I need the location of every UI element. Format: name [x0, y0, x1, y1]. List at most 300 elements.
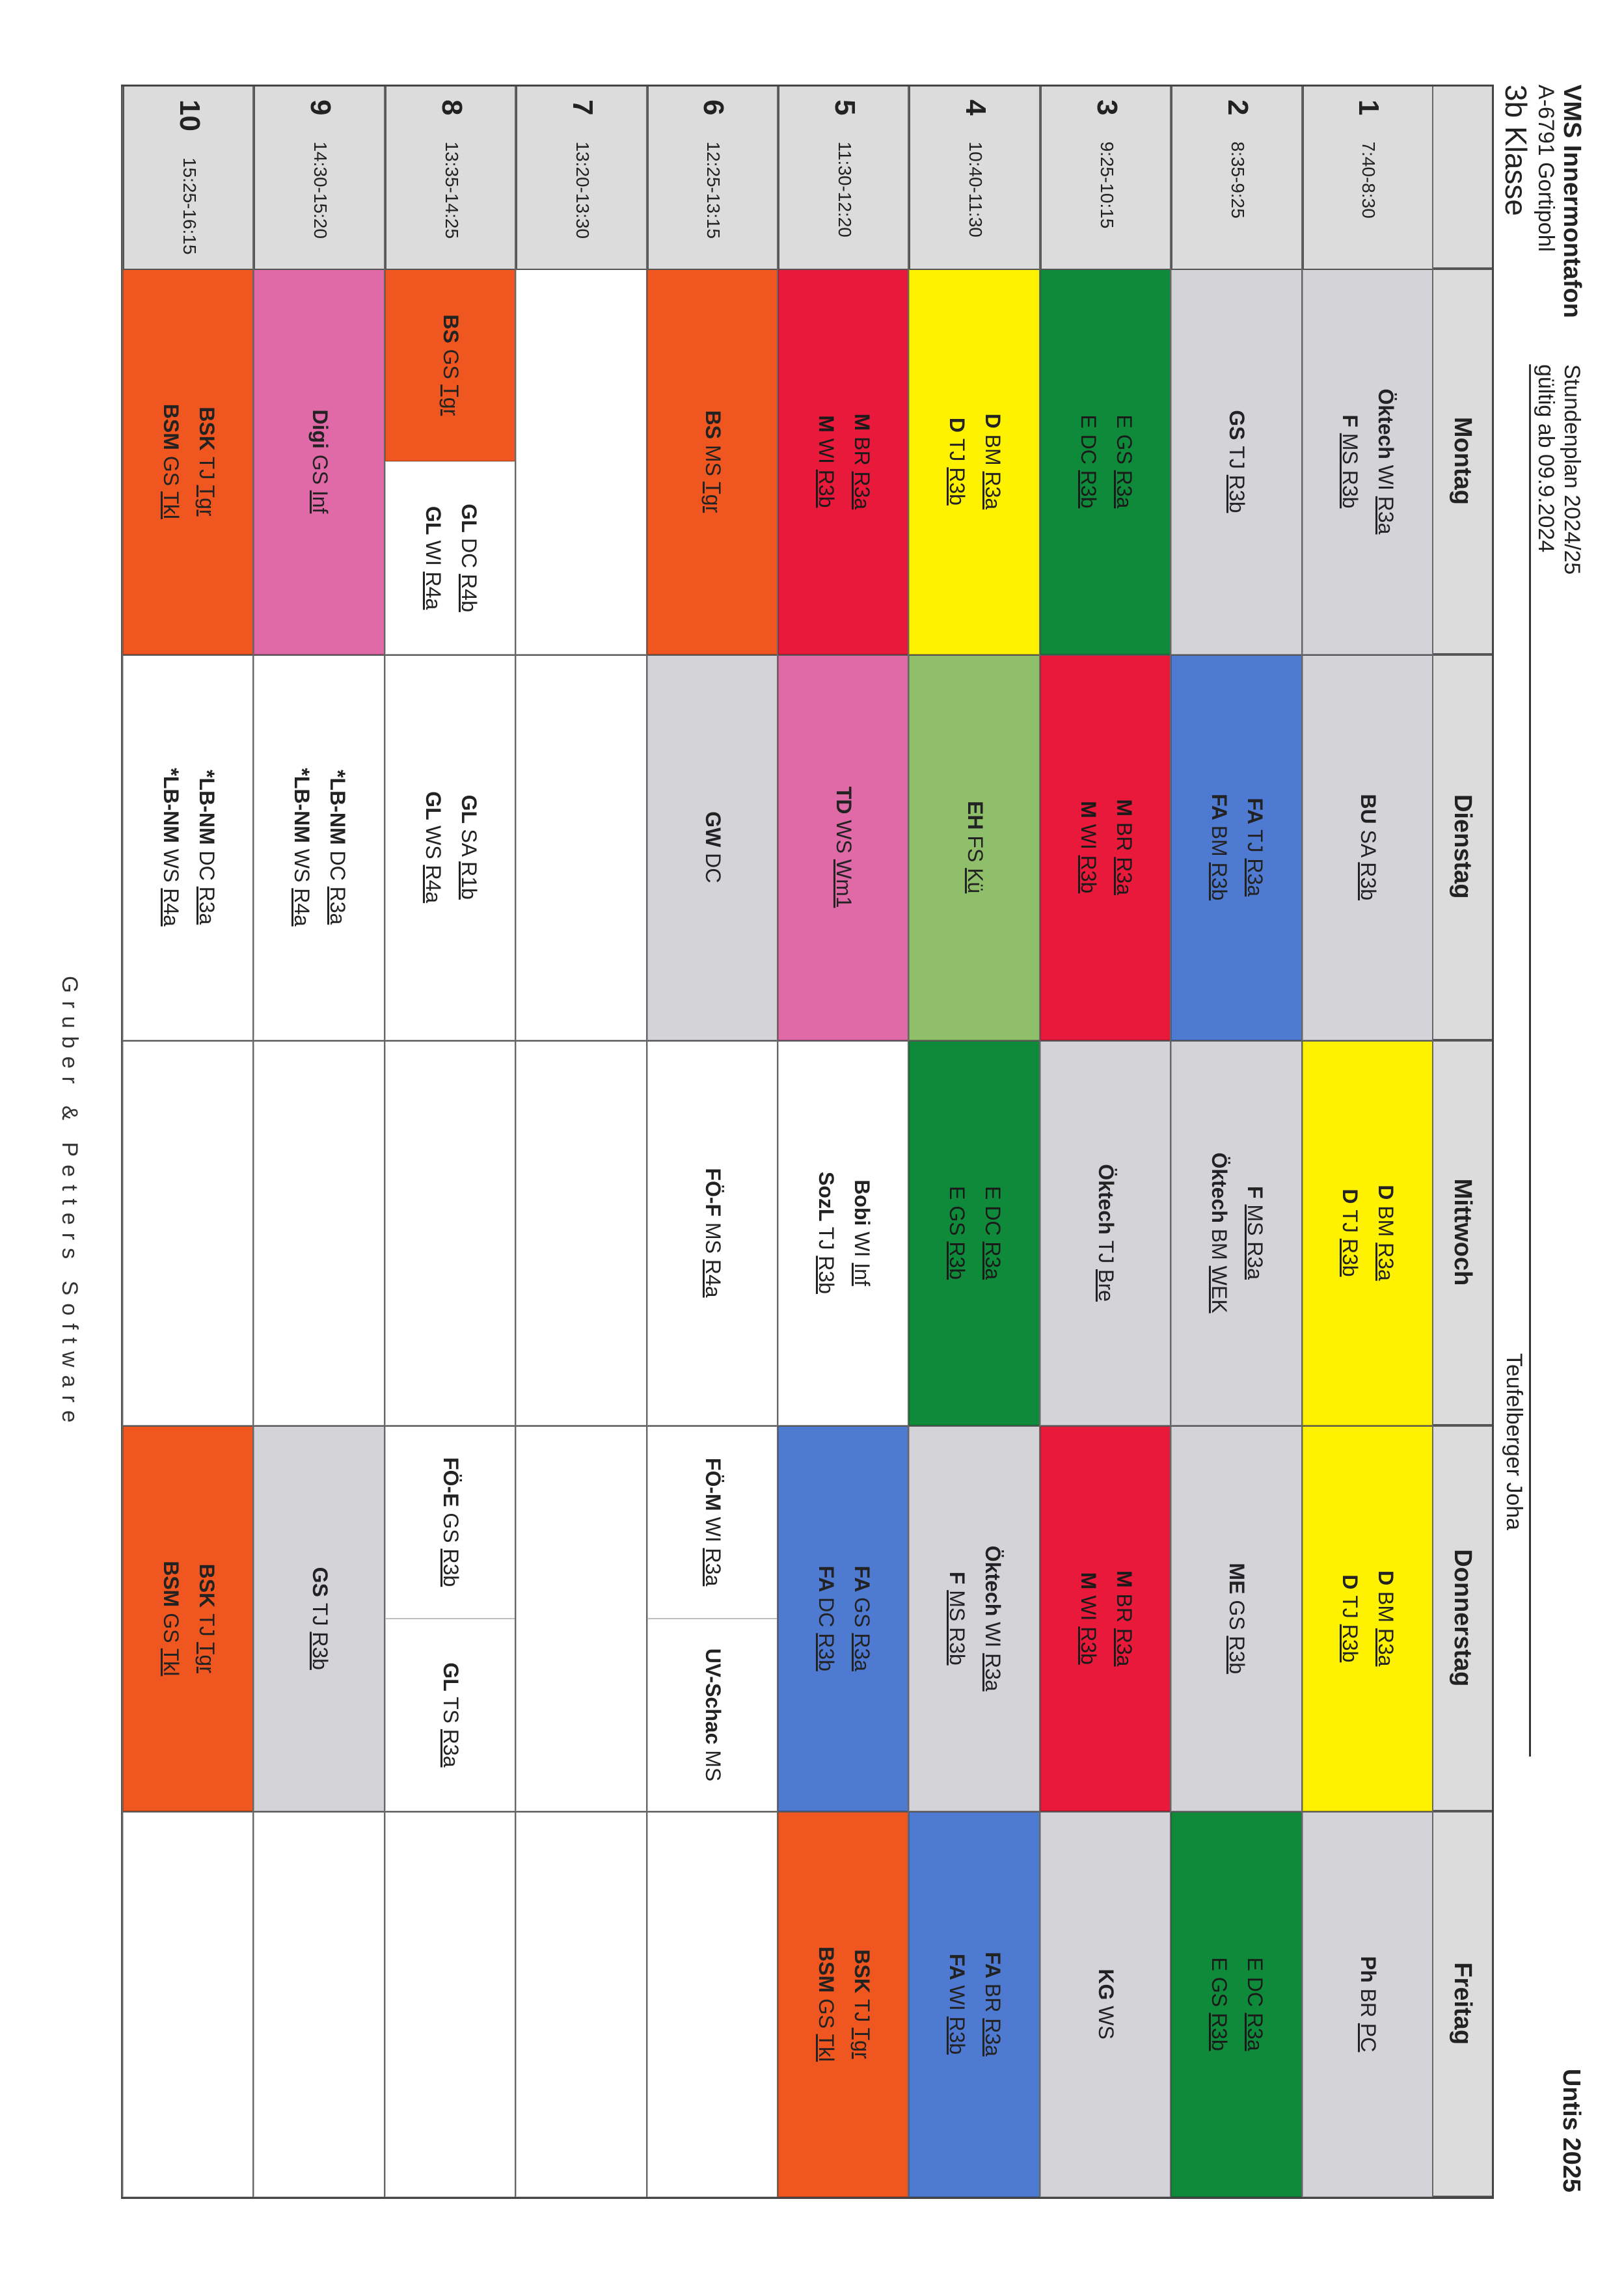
day-header: Donnerstag: [1433, 1425, 1492, 1811]
lesson-subject: D: [1338, 1574, 1362, 1596]
lesson-room: R3a: [850, 1633, 874, 1671]
lesson-room: R3a: [326, 886, 350, 925]
lesson-room: WEK: [1207, 1265, 1231, 1313]
lesson-teacher: BM: [981, 434, 1005, 472]
period-header: [1040, 87, 1171, 269]
lesson-subject: BSM: [814, 1946, 838, 1999]
lesson-teacher: DC: [195, 850, 219, 887]
lesson-cell: [778, 1425, 909, 1811]
lesson-line: [1225, 410, 1249, 513]
lesson-room: Tgr: [701, 481, 725, 513]
lesson-room: R3b: [814, 1633, 838, 1671]
period-number: 7: [566, 100, 599, 116]
lesson-teacher: GS: [308, 454, 332, 491]
lesson-line: [981, 1186, 1005, 1280]
lesson-teacher: MS: [701, 444, 725, 482]
lesson-line: [1076, 801, 1100, 893]
lesson-room: R1b: [457, 861, 481, 900]
grid-corner: [1433, 87, 1492, 269]
lesson-cell: [516, 269, 647, 654]
lesson-subject: M: [1112, 1570, 1136, 1594]
lesson-line: [850, 1566, 874, 1671]
period-header: [909, 87, 1040, 269]
lesson-cell: [1303, 1425, 1433, 1811]
period-time: 7:40-8:30: [1359, 141, 1379, 219]
lesson-subject: BS: [439, 314, 463, 349]
lesson-line: [814, 1172, 838, 1294]
grid-hline: [384, 87, 385, 2197]
lesson-cell: [385, 461, 516, 654]
lesson-line: [701, 1649, 725, 1782]
period-number: 5: [828, 100, 861, 116]
lesson-cell: [254, 1040, 385, 1426]
lesson-room: R3a: [981, 2018, 1005, 2056]
lesson-cell: [647, 1425, 778, 1618]
lesson-teacher: BM: [1374, 1206, 1398, 1243]
lesson-line: [1374, 388, 1398, 534]
lesson-line: [832, 787, 856, 908]
grid-hline: [777, 87, 778, 2197]
period-time: 11:30-12:20: [834, 141, 855, 237]
lesson-line: [421, 791, 445, 903]
lesson-cell: [385, 1619, 516, 1811]
period-number: 10: [173, 100, 206, 131]
lesson-room: R3b: [945, 1241, 969, 1280]
lesson-room: Tgr: [850, 2027, 874, 2059]
lesson-room: Tgr: [195, 1641, 219, 1673]
lesson-room: R3b: [814, 469, 838, 508]
lesson-cell: [778, 1811, 909, 2197]
lesson-room: R3b: [1207, 2012, 1231, 2051]
lesson-teacher: TJ: [308, 1602, 332, 1632]
lesson-line: [1338, 1574, 1362, 1662]
lesson-teacher: MS: [701, 1750, 725, 1782]
lesson-subject: GL: [421, 505, 445, 541]
lesson-cell: [385, 654, 516, 1040]
lesson-teacher: BR: [1112, 822, 1136, 857]
lesson-line: [1374, 1570, 1398, 1667]
lesson-teacher: WS: [421, 826, 445, 865]
grid-vline: [123, 1425, 1492, 1427]
period-time: 12:25-13:15: [703, 141, 724, 239]
period-time: 14:30-15:20: [310, 141, 331, 239]
grid-hline: [1432, 87, 1433, 2197]
lesson-line: [981, 1952, 1005, 2056]
lesson-teacher: MS: [701, 1222, 725, 1260]
lesson-subject: TD: [832, 786, 856, 820]
lesson-room: Inf: [850, 1263, 874, 1286]
lesson-cell: [385, 1425, 516, 1618]
lesson-room: R3a: [1243, 2012, 1267, 2051]
lesson-line: [1243, 1186, 1267, 1280]
lesson-room: R3b: [945, 2016, 969, 2055]
lesson-teacher: DC: [457, 538, 481, 574]
lesson-line: [1207, 1958, 1231, 2051]
lesson-teacher: DC: [701, 853, 725, 883]
school-address: A-6791 Gortipohl: [1534, 85, 1558, 252]
timetable-grid: [121, 85, 1494, 2199]
lesson-cell: [909, 1040, 1040, 1426]
lesson-teacher: WI: [421, 540, 445, 572]
lesson-line: [159, 768, 183, 926]
lesson-cell: [516, 1425, 647, 1811]
period-time: 10:40-11:30: [966, 141, 986, 237]
lesson-room: R4a: [421, 571, 445, 610]
lesson-room: MS R3b: [1338, 433, 1362, 509]
lesson-subject: FA: [814, 1565, 838, 1598]
lesson-cell: [385, 269, 516, 461]
lesson-subject: KG: [1094, 1969, 1118, 2006]
lesson-cell: [909, 269, 1040, 654]
lesson-room: R4a: [290, 888, 314, 926]
lesson-cell: [647, 654, 778, 1040]
lesson-teacher: E DC: [1243, 1957, 1267, 2013]
lesson-teacher: E GS: [1112, 414, 1136, 470]
lesson-cell: [1171, 1811, 1302, 2197]
lesson-cell: [647, 1811, 778, 2197]
lesson-line: [1338, 1189, 1362, 1276]
teacher-name: Teufelberger Joha: [1502, 1353, 1526, 1531]
lesson-cell: [1171, 1040, 1302, 1426]
lesson-cell: [778, 654, 909, 1040]
lesson-subject: F: [945, 1571, 969, 1591]
lesson-room: Tgr: [439, 384, 463, 416]
lesson-teacher: GS: [850, 1597, 874, 1634]
lesson-room: Tkl: [159, 1648, 183, 1677]
header-left: [1499, 85, 1585, 318]
lesson-subject: FA: [1207, 794, 1231, 826]
period-time: 15:25-16:15: [179, 157, 200, 255]
period-time: 8:35-9:25: [1227, 141, 1248, 219]
lesson-room: R3a: [850, 471, 874, 510]
lesson-teacher: BM: [1207, 1228, 1231, 1266]
lesson-subject: BSK: [195, 1563, 219, 1614]
lesson-teacher: WI: [945, 1985, 969, 2017]
lesson-cell: [1303, 1811, 1433, 2197]
lesson-subject: BSM: [159, 1561, 183, 1613]
lesson-line: [814, 1946, 838, 2062]
lesson-cell: [647, 269, 778, 654]
lesson-subject: GL: [421, 791, 445, 826]
lesson-line: [945, 418, 969, 505]
grid-vline: [123, 654, 1492, 656]
lesson-line: [1243, 798, 1267, 896]
lesson-teacher: GS: [1225, 1600, 1249, 1636]
lesson-subject: EH: [963, 801, 987, 836]
lesson-subject: BS: [701, 410, 725, 445]
lesson-cell: [647, 1619, 778, 1811]
lesson-subject: BSM: [159, 403, 183, 456]
lesson-room: R3b: [1076, 855, 1100, 894]
lesson-line: [945, 1954, 969, 2054]
software-version: Untis 2025: [1558, 2068, 1585, 2192]
lesson-teacher: E DC: [1076, 414, 1100, 470]
lesson-room: Tkl: [814, 2034, 838, 2062]
lesson-subject: D: [981, 413, 1005, 435]
lesson-line: [701, 1458, 725, 1586]
lesson-room: R3a: [1112, 1628, 1136, 1667]
grid-hline: [122, 87, 123, 2197]
lesson-cell: [123, 1425, 254, 1811]
period-header: [254, 87, 385, 269]
lesson-line: [981, 1546, 1005, 1691]
lesson-line: [701, 1168, 725, 1297]
period-header: [778, 87, 909, 269]
lesson-line: [290, 768, 314, 926]
lesson-cell: [1040, 1040, 1171, 1426]
lesson-line: [159, 1561, 183, 1676]
lesson-room: R3a: [439, 1729, 463, 1768]
lesson-room: R3b: [945, 467, 969, 505]
lesson-subject: FA: [981, 1952, 1005, 1984]
lesson-cell: [254, 654, 385, 1040]
lesson-room: Tgr: [195, 485, 219, 517]
grid-hline: [1170, 87, 1171, 2197]
lesson-cell: [1171, 269, 1302, 654]
lesson-line: [945, 1572, 969, 1665]
lesson-line: [701, 411, 725, 513]
lesson-room: R3b: [1076, 470, 1100, 509]
lesson-room: R3b: [1207, 862, 1231, 901]
lesson-cell: [123, 1811, 254, 2197]
period-header: [1303, 87, 1433, 269]
valid-date: gültig ab 09.9.2024: [1534, 364, 1558, 553]
lesson-line: [1207, 794, 1231, 900]
lesson-subject: M: [1076, 801, 1100, 824]
lesson-line: [457, 504, 481, 612]
grid-vline: [123, 1040, 1492, 1042]
lesson-subject: M: [850, 413, 874, 437]
period-time: 13:20-13:30: [572, 141, 593, 239]
lesson-teacher: WI: [1076, 1595, 1100, 1627]
lesson-subject: F: [1338, 414, 1362, 433]
lesson-line: [195, 1564, 219, 1673]
lesson-teacher: TJ: [814, 1226, 838, 1256]
lesson-line: [325, 770, 349, 924]
lesson-teacher: TJ: [1094, 1240, 1118, 1269]
lesson-line: [1374, 1185, 1398, 1281]
grid-vline: [123, 269, 1492, 270]
lesson-line: [421, 506, 445, 610]
day-header: Freitag: [1433, 1811, 1492, 2197]
lesson-teacher: WI: [701, 1516, 725, 1548]
lesson-subject: BSK: [195, 407, 219, 457]
lesson-subject: GL: [457, 504, 481, 539]
lesson-room: R3a: [981, 1241, 1005, 1280]
lesson-line: [457, 795, 481, 900]
lesson-room: Kü: [963, 868, 987, 894]
lesson-room: R4a: [421, 865, 445, 904]
period-number: 8: [435, 100, 468, 116]
header-rule: [1529, 364, 1531, 1757]
period-number: 1: [1353, 100, 1385, 116]
lesson-cell: [123, 654, 254, 1040]
lesson-teacher: TJ: [1225, 446, 1249, 475]
lesson-cell: [516, 654, 647, 1040]
lesson-subject: *LB-NM: [290, 768, 314, 849]
lesson-line: [981, 414, 1005, 510]
lesson-line: [439, 1457, 463, 1587]
lesson-cell: [778, 269, 909, 654]
lesson-room: R3b: [1356, 862, 1380, 900]
lesson-line: [814, 1566, 838, 1671]
lesson-line: [1112, 799, 1136, 895]
lesson-cell: [1040, 1811, 1171, 2197]
lesson-room: R3b: [1076, 1626, 1100, 1665]
lesson-subject: BSK: [850, 1949, 874, 1999]
lesson-line: [159, 404, 183, 519]
period-header: [516, 87, 647, 269]
lesson-room: R4a: [159, 888, 183, 926]
lesson-subject: FA: [850, 1565, 874, 1598]
lesson-teacher: WI: [850, 1232, 874, 1263]
lesson-cell: [516, 1040, 647, 1426]
lesson-subject: D: [945, 417, 969, 438]
class-name: 3b Klasse: [1499, 85, 1533, 217]
lesson-room: PC: [1356, 2023, 1380, 2053]
lesson-cell: [909, 654, 1040, 1040]
lesson-room: R3a: [701, 1548, 725, 1587]
lesson-teacher: TJ: [1338, 1209, 1362, 1239]
lesson-teacher: DC: [326, 850, 350, 887]
lesson-room: MS R3b: [945, 1590, 969, 1665]
lesson-line: [195, 770, 219, 924]
lesson-room: R3a: [1374, 1243, 1398, 1281]
lesson-teacher: FS: [963, 835, 987, 869]
lesson-teacher: TJ: [850, 1999, 874, 2028]
lesson-line: [963, 801, 987, 893]
lesson-cell: [1303, 269, 1433, 654]
lesson-subject: Öktech: [1207, 1152, 1231, 1229]
lesson-subject: GL: [439, 1662, 463, 1697]
lesson-teacher: TJ: [195, 1613, 219, 1642]
lesson-line: [195, 407, 219, 516]
lesson-line: [1356, 794, 1380, 900]
lesson-room: Bre: [1094, 1269, 1118, 1302]
lesson-line: [1225, 1563, 1249, 1674]
lesson-subject: D: [1374, 1185, 1398, 1206]
grid-hline: [908, 87, 909, 2197]
lesson-room: R3b: [308, 1632, 332, 1670]
day-header: Montag: [1433, 269, 1492, 654]
lesson-teacher: GS: [814, 1998, 838, 2034]
lesson-cell: [1303, 1040, 1433, 1426]
lesson-line: [701, 811, 725, 883]
lesson-subject: FA: [945, 1953, 969, 1986]
lesson-subject: Ph: [1356, 1956, 1380, 1989]
period-header: [647, 87, 778, 269]
lesson-subject: M: [1112, 799, 1136, 822]
grid-hline: [515, 87, 516, 2197]
lesson-teacher: BR: [1356, 1988, 1380, 2023]
footer-credit: Gruber & Petters Software: [57, 976, 82, 1431]
lesson-line: [945, 1186, 969, 1280]
lesson-line: [1207, 1152, 1231, 1313]
school-name: VMS Innermontafon: [1558, 85, 1586, 318]
lesson-subject: FÖ-F: [701, 1168, 725, 1222]
period-header: [1171, 87, 1302, 269]
lesson-room: R3b: [1225, 474, 1249, 513]
lesson-cell: [123, 269, 254, 654]
period-time: 13:35-14:25: [441, 141, 462, 239]
lesson-teacher: TJ: [945, 438, 969, 468]
lesson-teacher: WI: [981, 1622, 1005, 1654]
lesson-cell: [778, 1040, 909, 1426]
lesson-cell: [1040, 654, 1171, 1040]
lesson-subject: Öktech: [981, 1545, 1005, 1623]
lesson-subject: *LB-NM: [195, 770, 219, 851]
lesson-cell: [385, 1040, 516, 1426]
lesson-teacher: WS: [290, 848, 314, 889]
lesson-subject: M: [1076, 1572, 1100, 1596]
lesson-room: R4b: [457, 574, 481, 612]
lesson-room: R3a: [1112, 470, 1136, 509]
lesson-line: [850, 1949, 874, 2058]
lesson-teacher: WS: [159, 848, 183, 889]
lesson-subject: *LB-NM: [159, 768, 183, 849]
lesson-teacher: WS: [832, 820, 856, 859]
lesson-teacher: GS: [439, 349, 463, 385]
grid-hline: [252, 87, 254, 2197]
lesson-teacher: SA: [1356, 829, 1380, 863]
lesson-subject: FÖ-E: [439, 1457, 463, 1513]
lesson-subject: Öktech: [1094, 1164, 1118, 1241]
lesson-teacher: TJ: [1243, 829, 1267, 859]
grid-hline: [646, 87, 647, 2197]
lesson-room: R3b: [439, 1548, 463, 1587]
lesson-teacher: BR: [850, 437, 874, 472]
period-number: 6: [697, 100, 730, 116]
lesson-teacher: GS: [159, 1613, 183, 1649]
lesson-line: [1112, 1570, 1136, 1667]
day-header: Mittwoch: [1433, 1040, 1492, 1426]
period-header: [123, 87, 254, 269]
lesson-line: [850, 414, 874, 510]
lesson-subject: GW: [701, 811, 725, 854]
lesson-cell: [385, 1811, 516, 2197]
lesson-line: [814, 415, 838, 507]
grid-hline: [1039, 87, 1040, 2197]
lesson-subject: Öktech: [1374, 388, 1398, 465]
lesson-subject: F: [1243, 1185, 1267, 1205]
lesson-line: [1094, 1164, 1118, 1302]
lesson-subject: ME: [1225, 1563, 1249, 1600]
lesson-teacher: WI: [1076, 824, 1100, 855]
lesson-cell: [909, 1811, 1040, 2197]
lesson-room: R4a: [701, 1259, 725, 1298]
period-time: 9:25-10:15: [1096, 141, 1117, 229]
lesson-teacher: WI: [1374, 465, 1398, 496]
grid-hline: [1301, 87, 1303, 2197]
lesson-room: R3a: [195, 886, 219, 925]
lesson-cell: [1171, 1425, 1302, 1811]
lesson-subject: M: [814, 415, 838, 438]
lesson-room: R3a: [981, 471, 1005, 510]
lesson-subject: GS: [308, 1567, 332, 1603]
lesson-line: [1338, 414, 1362, 508]
lesson-room: R3b: [1338, 1238, 1362, 1277]
lesson-line: [439, 1662, 463, 1767]
lesson-teacher: TS: [439, 1697, 463, 1729]
lesson-subject: FA: [1243, 798, 1267, 829]
lesson-room: R3a: [1243, 858, 1267, 897]
lesson-line: [308, 1567, 332, 1670]
lesson-teacher: E DC: [981, 1185, 1005, 1242]
lesson-subject: UV-Schac: [701, 1648, 725, 1751]
lesson-cell: [1303, 654, 1433, 1040]
lesson-line: [1243, 1958, 1267, 2051]
lesson-cell: [1040, 269, 1171, 654]
